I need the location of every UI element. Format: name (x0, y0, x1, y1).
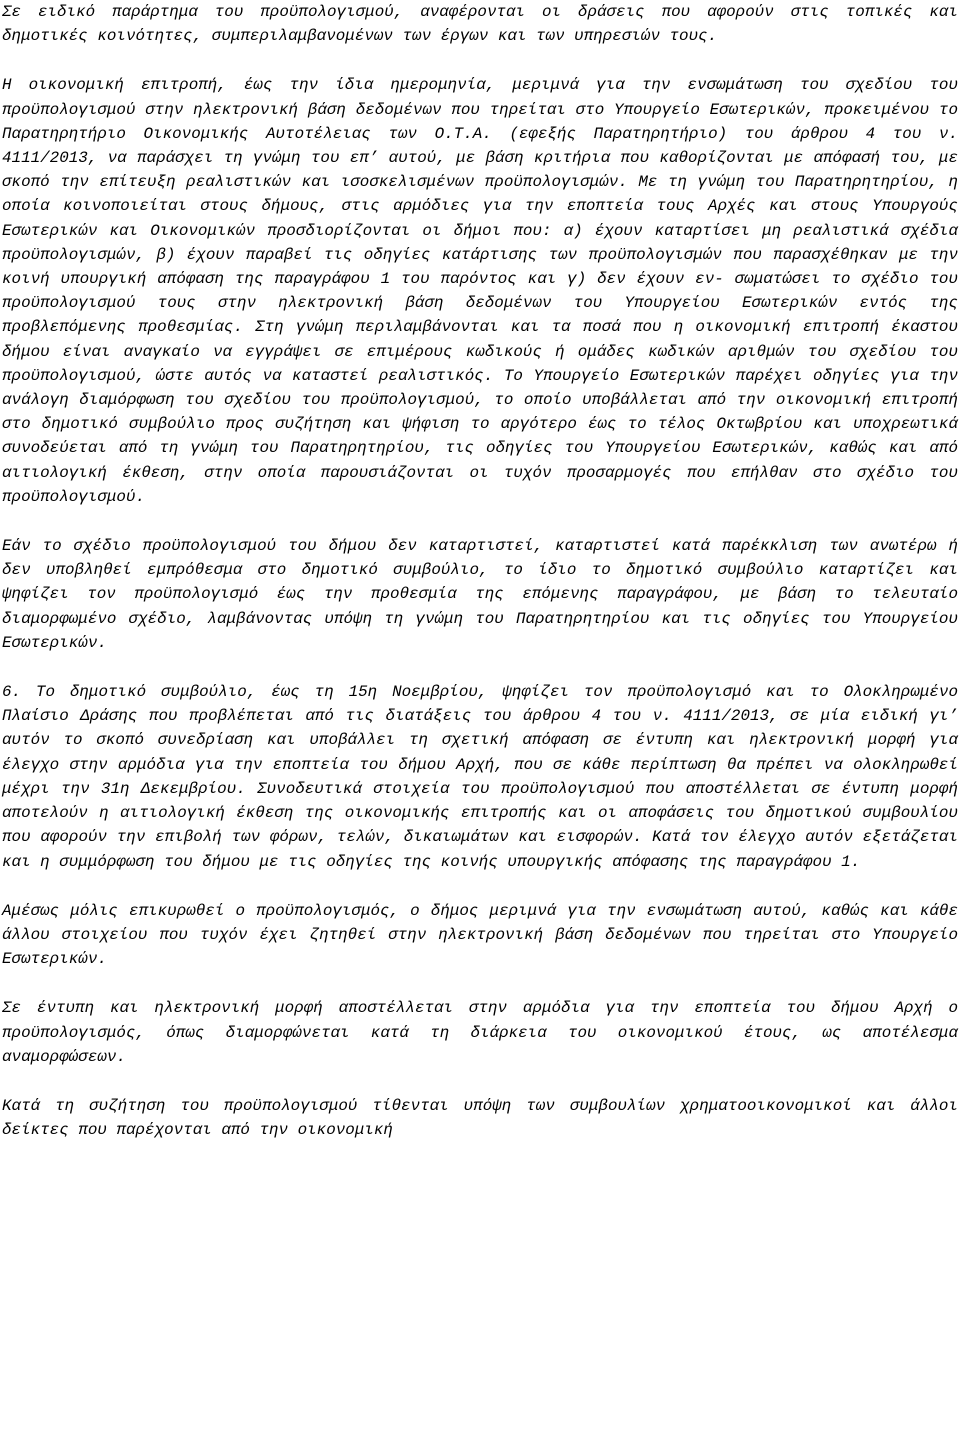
paragraph-discussion: Κατά τη συζήτηση του προϋπολογισμού τίθενται υπόψη των συμβουλίων χρηματοοικονομικοί και άλλοι δείκτες που παρέχονται από την οικονομική (2, 1096, 958, 1140)
paragraph-submission: Σε έντυπη και ηλεκτρονική μορφή αποστέλλεται στην αρμόδια για την εποπτεία του δήμου Αρχή ο προϋπολογισμός, όπως διαμορφώνεται κατά τη διάρκεια του οικονομικού έτους, ως αποτέλεσμα αναμορφώσεων. (2, 999, 958, 1066)
paragraph-section-6: 6. Το δημοτικό συμβούλιο, έως τη 15η Νοεμβρίου, ψηφίζει τον προϋπολογισμό και το Ολοκληρωμένο Πλαίσιο Δράσης που προβλέπεται από τις διατάξεις του άρθρου 4 του ν. 4111/2013, σε μία ειδική γι’ αυτόν το σκοπό συνεδρίαση και υποβάλλει τη σχετική απόφαση σε έντυπη και ηλεκτρονική μορφή για έλεγχο στην αρμόδια για την εποπτεία του δήμου Αρχή, που σε κάθε περίπτωση θα πρέπει να ολοκληρωθεί μέχρι την 31η Δεκεμβρίου. Συνοδευτικά στοιχεία του προϋπολογισμού που αποστέλλεται σε έντυπη μορφή αποτελούν η αιτιολογική έκθεση της οικονομικής επιτροπής και οι αποφάσεις του δημοτικού συμβουλίου που αφορούν την επιβολή των φόρων, τελών, δικαιωμάτων και εισφορών. Κατά τον έλεγχο αυτόν εξετάζεται και η συμμόρφωση του δήμου με τις οδηγίες της κοινής υπουργικής απόφασης της παραγράφου 1. (2, 683, 958, 871)
paragraph-ratification: Αμέσως μόλις επικυρωθεί ο προϋπολογισμός, ο δήμος μεριμνά για την ενσωμάτωση αυτού, καθώς και κάθε άλλου στοιχείου που τυχόν έχει ζητηθεί στην ηλεκτρονική βάση δεδομένων που τηρείται στο Υπουργείο Εσωτερικών. (2, 901, 958, 969)
paragraph-financial-committee: Η οικονομική επιτροπή, έως την ίδια ημερομηνία, μεριμνά για την ενσωμάτωση του σχεδίου του προϋπολογισμού στην ηλεκτρονική βάση δεδομένων που τηρείται στο Υπουργείο Εσωτερικών, προκειμένου το Παρατηρητήριο Οικονομικής Αυτοτέλειας των Ο.Τ.Α. (εφεξής Παρατηρητήριο) του άρθρου 4 του ν. 4111/2013, να παράσχει τη γνώμη του επ’ αυτού, με βάση κριτήρια που καθορίζονται με απόφασή του, με σκοπό την επίτευξη ρεαλιστικών και ισοσκελισμένων προϋπολογισμών. Με τη γνώμη του Παρατηρητηρίου, η οποία κοινοποιείται στους δήμους, στις αρμόδιες για την εποπτεία τους Αρχές και στους Υπουργούς Εσωτερικών και Οικονομικών προσδιορίζονται οι δήμοι που: α) έχουν καταρτίσει μη ρεαλιστικά σχέδια προϋπολογισμών, β) έχουν παραβεί τις οδηγίες κατάρτισης των προϋπολογισμών που παρασχέθηκαν με την κοινή υπουργική απόφαση της παραγράφου 1 του παρόντος και γ) δεν έχουν εν- σωματώσει το σχέδιο του προϋπολογισμού τους στην ηλεκτρονική βάση δεδομένων του Υπουργείου Εσωτερικών εντός της προβλεπόμενης προθεσμίας. Στη γνώμη περιλαμβάνονται και τα ποσά που η οικονομική επιτροπή έκαστου δήμου είναι αναγκαίο να εγγράψει σε επιμέρους κωδικούς ή ομάδες κωδικών αριθμών του σχεδίου του προϋπολογισμού, ώστε αυτός να καταστεί ρεαλιστικός. Το Υπουργείο Εσωτερικών παρέχει οδηγίες για την ανάλογη διαμόρφωση του σχεδίου του προϋπολογισμού, το οποίο υποβάλλεται από την οικονομική επιτροπή στο δημοτικό συμβούλιο προς συζήτηση και ψήφιση το αργότερο έως το τέλος Οκτωβρίου και υποχρεωτικά συνοδεύεται από τη γνώμη του Παρατηρητηρίου, τις οδηγίες του Υπουργείου Εσωτερικών, καθώς και από αιτιολογική έκθεση, στην οποία παρουσιάζονται οι τυχόν προσαρμογές που επήλθαν στο σχέδιο του προϋπολογισμού. (2, 76, 958, 506)
paragraph-annex-note: Σε ειδικό παράρτημα του προϋπολογισμού, αναφέρονται οι δράσεις που αφορούν στις τοπικές και δημοτικές κοινότητες, συμπεριλαμβανομένων των έργων και των υπηρεσιών τους. (2, 3, 958, 46)
paragraph-deviation: Εάν το σχέδιο προϋπολογισμού του δήμου δεν καταρτιστεί, καταρτιστεί κατά παρέκκλιση των ανωτέρω ή δεν υποβληθεί εμπρόθεσμα στο δημοτικό συμβούλιο, το ίδιο το δημοτικό συμβούλιο καταρτίζει και ψηφίζει τον προϋπολογισμό έως την προθεσμία της επόμενης παραγράφου, με βάση το τελευταίο διαμορφωμένο σχέδιο, λαμβάνοντας υπόψη τη γνώμη του Παρατηρητηρίου και τις οδηγίες του Υπουργείου Εσωτερικών. (2, 537, 958, 652)
